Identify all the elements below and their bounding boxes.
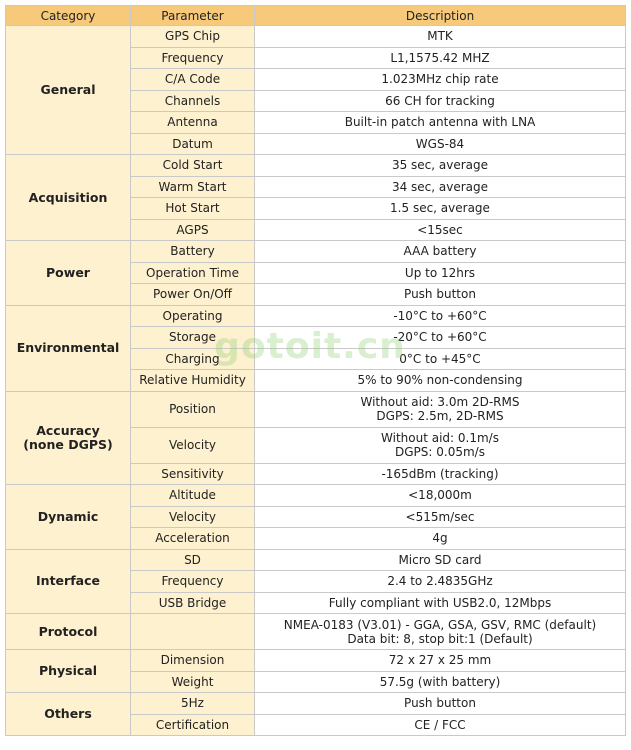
description-cell	[255, 463, 626, 485]
description-line: 0°C to +45°C	[399, 351, 481, 366]
parameter-cell: Datum	[131, 133, 255, 155]
description-line: DGPS: 0.05m/s	[395, 445, 485, 459]
description-line: L1,1575.42 MHZ	[390, 50, 490, 65]
description-line: Push button	[404, 287, 476, 302]
description-cell	[255, 198, 626, 220]
description-line: 2.4 to 2.4835GHz	[387, 574, 493, 589]
parameter-cell: 5Hz	[131, 693, 255, 715]
description-cell	[255, 219, 626, 241]
parameter-cell: Cold Start	[131, 155, 255, 177]
description-line: Built-in patch antenna with LNA	[344, 115, 536, 130]
description-cell	[255, 693, 626, 715]
description-line: Without aid: 3.0m 2D-RMS	[360, 395, 520, 409]
description-line: WGS-84	[415, 136, 465, 151]
parameter-cell: Storage	[131, 327, 255, 349]
parameter-cell: SD	[131, 549, 255, 571]
category-cell: Environmental	[6, 305, 131, 391]
category-cell: Protocol	[6, 614, 131, 650]
description-cell	[255, 391, 626, 427]
header-row	[6, 6, 626, 26]
description-line: 1.5 sec, average	[390, 201, 490, 216]
description-cell	[255, 506, 626, 528]
category-cell: General	[6, 26, 131, 155]
description-line: <15sec	[417, 222, 463, 237]
table-row	[6, 26, 626, 48]
category-cell: Interface	[6, 549, 131, 614]
parameter-cell: Antenna	[131, 112, 255, 134]
description-line: 4g	[432, 531, 448, 546]
description-cell	[255, 133, 626, 155]
parameter-cell: Altitude	[131, 485, 255, 507]
header-description: Description	[255, 6, 626, 26]
table-row	[6, 155, 626, 177]
table-row	[6, 614, 626, 650]
parameter-cell: Dimension	[131, 650, 255, 672]
category-cell: Physical	[6, 650, 131, 693]
parameter-cell: Position	[131, 391, 255, 427]
description-cell	[255, 485, 626, 507]
table-row	[6, 693, 626, 715]
parameter-cell: Acceleration	[131, 528, 255, 550]
description-cell	[255, 90, 626, 112]
description-cell	[255, 112, 626, 134]
table-row	[6, 305, 626, 327]
description-cell	[255, 327, 626, 349]
description-line: Push button	[404, 696, 476, 711]
description-line: Up to 12hrs	[404, 265, 476, 280]
description-line: Without aid: 0.1m/s	[381, 431, 499, 445]
description-line: -165dBm (tracking)	[381, 466, 499, 481]
description-line: Micro SD card	[398, 552, 482, 567]
description-line: <18,000m	[408, 488, 472, 503]
parameter-cell: Velocity	[131, 427, 255, 463]
parameter-cell: Sensitivity	[131, 463, 255, 485]
description-cell	[255, 26, 626, 48]
parameter-cell: Power On/Off	[131, 284, 255, 306]
description-line: DGPS: 2.5m, 2D-RMS	[376, 409, 504, 423]
table-row	[6, 241, 626, 263]
description-cell	[255, 47, 626, 69]
description-line: CE / FCC	[414, 717, 466, 732]
description-line: AAA battery	[403, 244, 477, 259]
description-line: -20°C to +60°C	[393, 330, 487, 345]
parameter-cell: Hot Start	[131, 198, 255, 220]
category-label: (none DGPS)	[23, 436, 113, 452]
parameter-cell: Battery	[131, 241, 255, 263]
description-cell	[255, 155, 626, 177]
parameter-cell: AGPS	[131, 219, 255, 241]
category-cell: Acquisition	[6, 155, 131, 241]
table-row	[6, 485, 626, 507]
parameter-cell: Certification	[131, 714, 255, 736]
table-row	[6, 391, 626, 427]
header-parameter: Parameter	[131, 6, 255, 26]
description-line: Fully compliant with USB2.0, 12Mbps	[328, 595, 552, 610]
description-cell	[255, 549, 626, 571]
parameter-cell: Charging	[131, 348, 255, 370]
parameter-cell: GPS Chip	[131, 26, 255, 48]
table-row	[6, 650, 626, 672]
description-cell	[255, 714, 626, 736]
category-cell: Power	[6, 241, 131, 306]
description-line: 66 CH for tracking	[385, 93, 495, 108]
description-cell	[255, 671, 626, 693]
description-line: 5% to 90% non-condensing	[357, 373, 523, 388]
parameter-cell: Frequency	[131, 571, 255, 593]
description-cell	[255, 614, 626, 650]
header-category: Category	[6, 6, 131, 26]
description-cell	[255, 528, 626, 550]
description-cell	[255, 284, 626, 306]
description-line: NMEA-0183 (V3.01) - GGA, GSA, GSV, RMC (default)	[283, 617, 597, 632]
watermark: gotoit.cn	[214, 326, 406, 367]
description-line: <515m/sec	[405, 509, 475, 524]
description-cell	[255, 650, 626, 672]
parameter-cell: Weight	[131, 671, 255, 693]
description-cell	[255, 69, 626, 91]
description-line: 1.023MHz chip rate	[381, 72, 499, 87]
parameter-cell	[131, 614, 255, 650]
description-cell	[255, 176, 626, 198]
description-line: 57.5g (with battery)	[379, 674, 501, 689]
parameter-cell: Velocity	[131, 506, 255, 528]
parameter-cell: Warm Start	[131, 176, 255, 198]
description-cell	[255, 305, 626, 327]
spec-body	[6, 26, 626, 736]
parameter-cell: Frequency	[131, 47, 255, 69]
description-cell	[255, 241, 626, 263]
description-line: 34 sec, average	[391, 179, 489, 194]
parameter-cell: Operation Time	[131, 262, 255, 284]
category-cell: Dynamic	[6, 485, 131, 550]
description-cell	[255, 571, 626, 593]
description-cell	[255, 427, 626, 463]
description-line: Data bit: 8, stop bit:1 (Default)	[347, 631, 533, 646]
spec-table	[5, 5, 626, 736]
category-cell: Others	[6, 693, 131, 736]
parameter-cell: C/A Code	[131, 69, 255, 91]
category-label: Accuracy	[36, 422, 100, 438]
parameter-cell: Relative Humidity	[131, 370, 255, 392]
description-line: 35 sec, average	[391, 158, 489, 173]
description-cell	[255, 592, 626, 614]
parameter-cell: Operating	[131, 305, 255, 327]
description-line: 72 x 27 x 25 mm	[388, 653, 492, 668]
description-cell	[255, 370, 626, 392]
description-cell	[255, 262, 626, 284]
description-line: -10°C to +60°C	[393, 308, 487, 323]
description-line: MTK	[427, 29, 453, 44]
description-cell	[255, 348, 626, 370]
parameter-cell: USB Bridge	[131, 592, 255, 614]
category-cell	[6, 391, 131, 485]
table-row	[6, 549, 626, 571]
parameter-cell: Channels	[131, 90, 255, 112]
